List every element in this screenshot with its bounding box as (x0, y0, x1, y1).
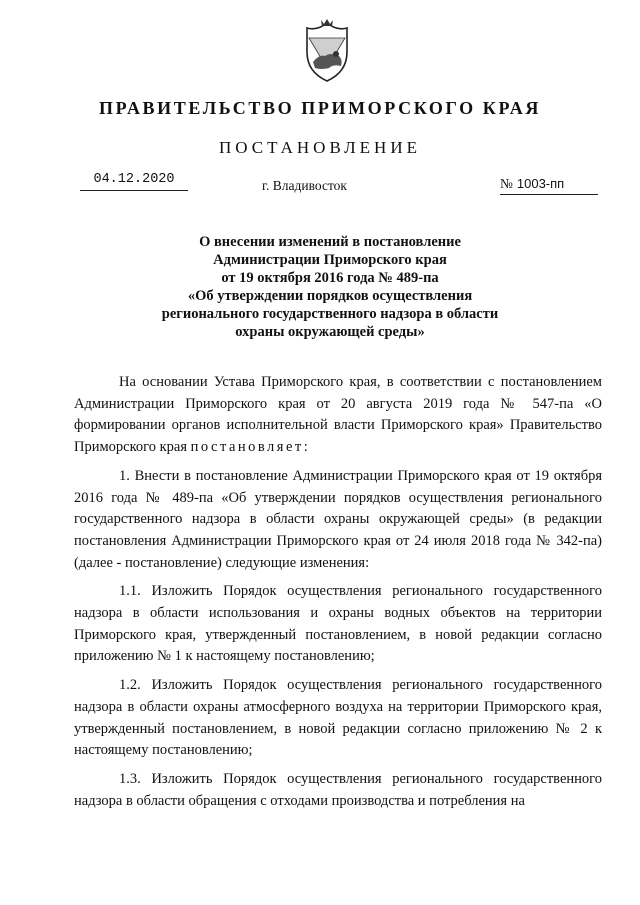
heading-line: Администрации Приморского края (213, 252, 447, 268)
document-number (500, 174, 598, 195)
document-heading (120, 233, 540, 341)
document-type: ПОСТАНОВЛЕНИЕ (218, 138, 421, 157)
preamble-text: На основании Устава Приморского края, в соответствии с постановлением Администрации Приморского края от 20 августа 2019 года № 547-па «О формировании органов исполнительной власти Приморского края» Правительство Приморского края (74, 374, 602, 456)
number-value: 1003-пп (516, 176, 565, 191)
decree-word: постановляет (190, 439, 304, 456)
heading-line: регионального государственного надзора в области (161, 306, 499, 322)
preamble-end: : (303, 439, 308, 456)
paragraph-item-1-1: 1.1. Изложить Порядок осуществления регионального государственного надзора в области использования и охраны водных объектов на территории Приморского края, утвержденный постановлением, в новой редакции согласно приложению № 1 к настоящему постановлению; (74, 583, 602, 665)
paragraph-item-1: 1. Внести в постановление Администрации Приморского края от 19 октября 2016 года № 489-па «Об утверждении порядков осуществления регионального государственного надзора в области охраны окружающей среды» (в редакции постановления Администрации Приморского края от 24 июля 2018 года № 342-па) (далее - постановление) следующие изменения: (74, 467, 602, 571)
number-sign: № (500, 176, 513, 191)
primorsky-coat-of-arms-icon (303, 18, 351, 84)
paragraph-preamble (74, 372, 602, 459)
heading-line: «Об утверждении порядков осуществления (187, 288, 473, 304)
document-body (74, 372, 602, 819)
document-city: г. Владивосток (262, 178, 347, 193)
paragraph-item-1-2: 1.2. Изложить Порядок осуществления регионального государственного надзора в области охраны атмосферного воздуха на территории Приморского края, утвержденный постановлением, в новой редакции согласно приложению № 2 к настоящему постановлению; (74, 677, 602, 759)
heading-line: О внесении изменений в постановление (199, 234, 461, 250)
heading-line: от 19 октября 2016 года № 489-па (221, 270, 439, 286)
document-date: 04.12.2020 (80, 170, 188, 191)
paragraph-item-1-3: 1.3. Изложить Порядок осуществления регионального государственного надзора в области обращения с отходами производства и потребления на (74, 770, 602, 809)
government-title: ПРАВИТЕЛЬСТВО ПРИМОРСКОГО КРАЯ (99, 98, 541, 118)
heading-line: охраны окружающей среды» (235, 324, 425, 340)
